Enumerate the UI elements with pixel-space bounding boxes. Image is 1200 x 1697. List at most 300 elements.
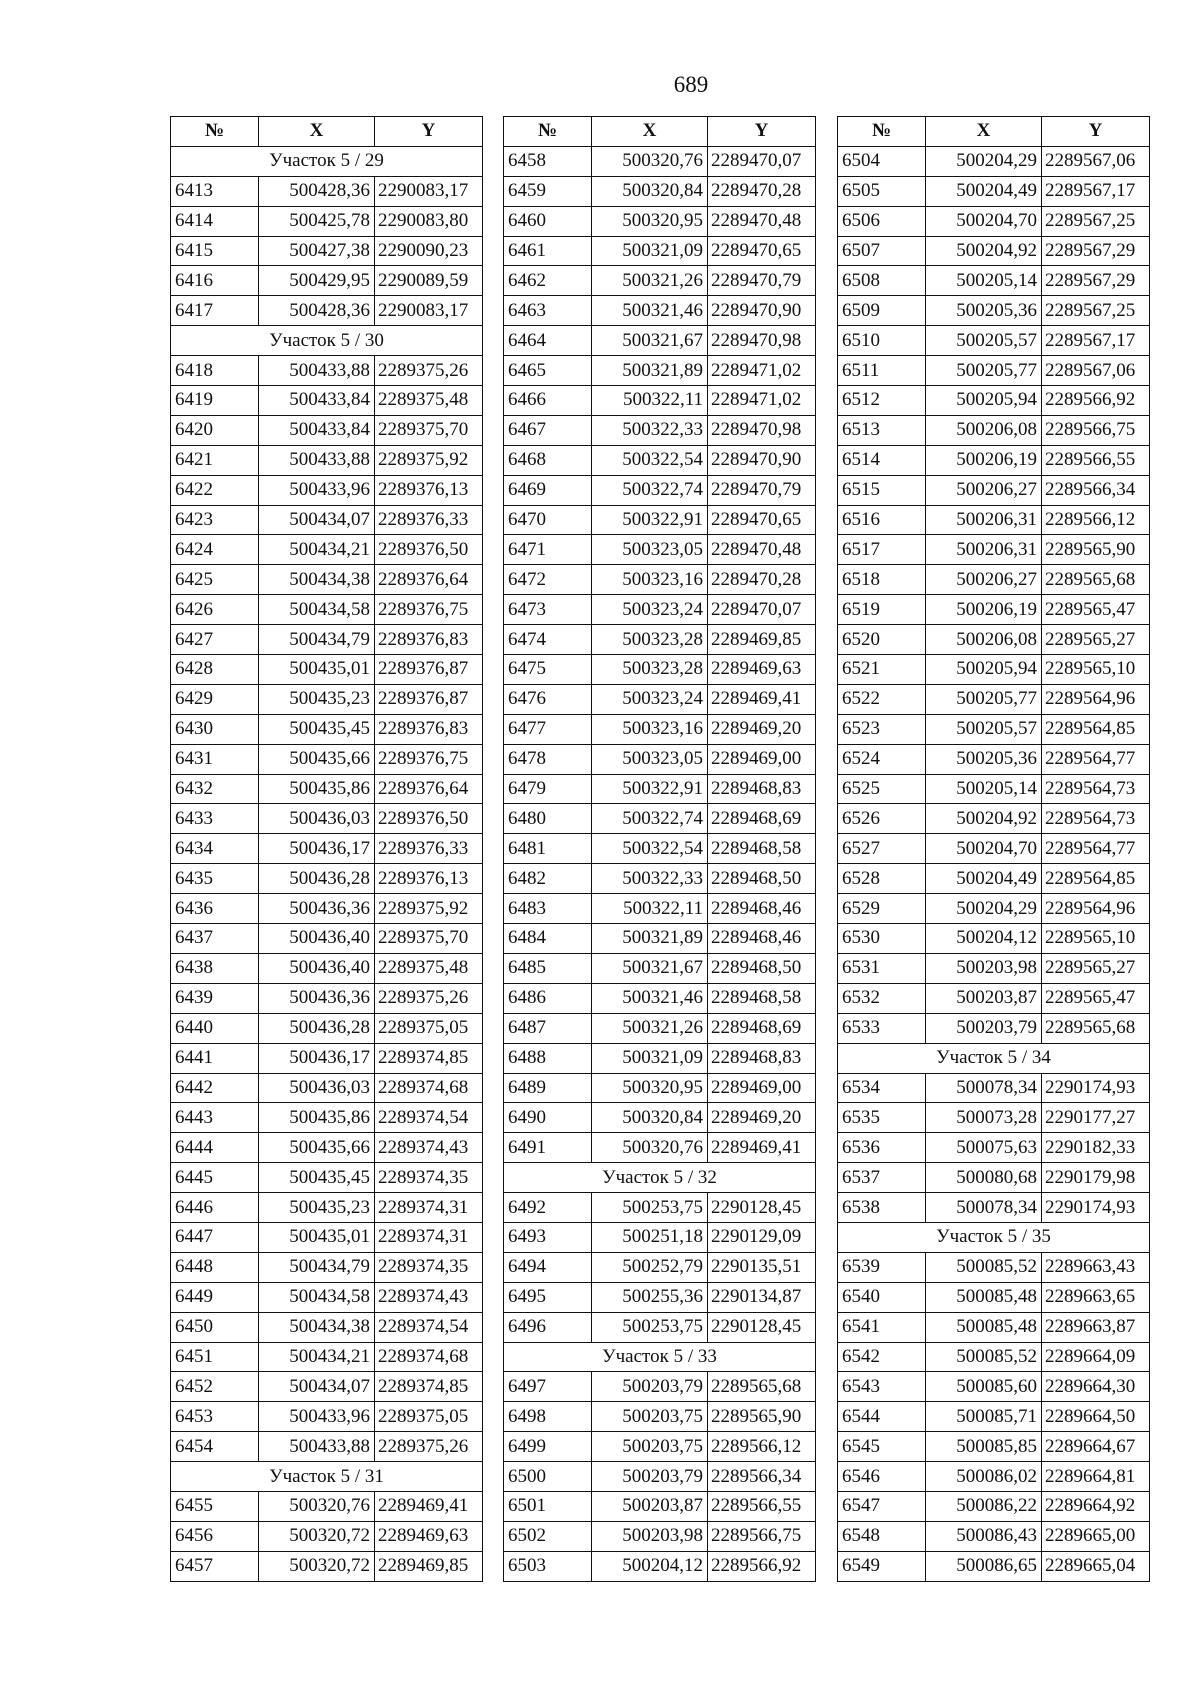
y-coordinate: 2289470,48 xyxy=(708,206,816,236)
point-number: 6533 xyxy=(838,1013,926,1043)
table-row xyxy=(838,1462,1150,1492)
table-row xyxy=(171,1282,483,1312)
table-row xyxy=(838,1491,1150,1521)
x-coordinate: 500434,21 xyxy=(259,535,375,565)
y-coordinate: 2289376,83 xyxy=(375,714,483,744)
table-row xyxy=(171,415,483,445)
x-coordinate: 500321,89 xyxy=(592,924,708,954)
point-number: 6471 xyxy=(504,535,592,565)
x-coordinate: 500321,09 xyxy=(592,236,708,266)
y-coordinate: 2289564,77 xyxy=(1042,744,1150,774)
point-number: 6538 xyxy=(838,1193,926,1223)
y-coordinate: 2289376,13 xyxy=(375,864,483,894)
x-coordinate: 500253,75 xyxy=(592,1312,708,1342)
x-coordinate: 500204,29 xyxy=(926,894,1042,924)
point-number: 6469 xyxy=(504,475,592,505)
table-row xyxy=(838,894,1150,924)
point-number: 6530 xyxy=(838,924,926,954)
y-coordinate: 2289374,43 xyxy=(375,1133,483,1163)
table-row xyxy=(504,1491,816,1521)
point-number: 6418 xyxy=(171,356,259,386)
y-coordinate: 2289375,26 xyxy=(375,1432,483,1462)
table-row xyxy=(171,684,483,714)
x-coordinate: 500323,05 xyxy=(592,535,708,565)
y-coordinate: 2289566,92 xyxy=(1042,386,1150,416)
point-number: 6454 xyxy=(171,1432,259,1462)
table-row xyxy=(504,655,816,685)
y-coordinate: 2289376,87 xyxy=(375,684,483,714)
x-coordinate: 500434,07 xyxy=(259,1372,375,1402)
y-coordinate: 2289375,92 xyxy=(375,894,483,924)
point-number: 6445 xyxy=(171,1163,259,1193)
y-coordinate: 2289469,41 xyxy=(708,1133,816,1163)
y-coordinate: 2290083,17 xyxy=(375,296,483,326)
table-row xyxy=(504,1193,816,1223)
table-row xyxy=(504,356,816,386)
x-coordinate: 500436,17 xyxy=(259,834,375,864)
table-row xyxy=(504,326,816,356)
table-row xyxy=(504,296,816,326)
y-coordinate: 2289470,98 xyxy=(708,415,816,445)
point-number: 6504 xyxy=(838,146,926,176)
point-number: 6451 xyxy=(171,1342,259,1372)
point-number: 6450 xyxy=(171,1312,259,1342)
point-number: 6516 xyxy=(838,505,926,535)
y-coordinate: 2289468,58 xyxy=(708,834,816,864)
x-coordinate: 500204,49 xyxy=(926,176,1042,206)
x-coordinate: 500321,46 xyxy=(592,296,708,326)
point-number: 6460 xyxy=(504,206,592,236)
x-coordinate: 500203,98 xyxy=(592,1521,708,1551)
point-number: 6546 xyxy=(838,1462,926,1492)
x-coordinate: 500205,14 xyxy=(926,774,1042,804)
table-row xyxy=(504,1013,816,1043)
x-coordinate: 500323,28 xyxy=(592,625,708,655)
header-num: № xyxy=(504,117,592,147)
table-row xyxy=(171,983,483,1013)
y-coordinate: 2289376,64 xyxy=(375,565,483,595)
point-number: 6486 xyxy=(504,983,592,1013)
table-row xyxy=(838,1402,1150,1432)
y-coordinate: 2289470,07 xyxy=(708,595,816,625)
x-coordinate: 500206,31 xyxy=(926,505,1042,535)
x-coordinate: 500435,01 xyxy=(259,655,375,685)
point-number: 6539 xyxy=(838,1252,926,1282)
x-coordinate: 500205,77 xyxy=(926,356,1042,386)
point-number: 6515 xyxy=(838,475,926,505)
x-coordinate: 500434,38 xyxy=(259,565,375,595)
y-coordinate: 2289664,30 xyxy=(1042,1372,1150,1402)
y-coordinate: 2289564,85 xyxy=(1042,714,1150,744)
y-coordinate: 2290089,59 xyxy=(375,266,483,296)
y-coordinate: 2289470,79 xyxy=(708,266,816,296)
table-row xyxy=(504,953,816,983)
point-number: 6494 xyxy=(504,1252,592,1282)
table-row xyxy=(171,1013,483,1043)
point-number: 6452 xyxy=(171,1372,259,1402)
x-coordinate: 500075,63 xyxy=(926,1133,1042,1163)
x-coordinate: 500320,84 xyxy=(592,176,708,206)
point-number: 6524 xyxy=(838,744,926,774)
y-coordinate: 2289565,68 xyxy=(708,1372,816,1402)
x-coordinate: 500205,57 xyxy=(926,326,1042,356)
x-coordinate: 500435,01 xyxy=(259,1222,375,1252)
section-title: Участок 5 / 30 xyxy=(171,326,483,356)
point-number: 6456 xyxy=(171,1521,259,1551)
table-row xyxy=(838,924,1150,954)
point-number: 6548 xyxy=(838,1521,926,1551)
table-row xyxy=(838,1252,1150,1282)
y-coordinate: 2289470,90 xyxy=(708,296,816,326)
point-number: 6429 xyxy=(171,684,259,714)
table-row xyxy=(838,535,1150,565)
table-row xyxy=(504,1043,816,1073)
x-coordinate: 500085,60 xyxy=(926,1372,1042,1402)
x-coordinate: 500323,28 xyxy=(592,655,708,685)
table-row xyxy=(838,1163,1150,1193)
y-coordinate: 2289376,83 xyxy=(375,625,483,655)
y-coordinate: 2289565,47 xyxy=(1042,983,1150,1013)
point-number: 6522 xyxy=(838,684,926,714)
table-row xyxy=(171,1432,483,1462)
x-coordinate: 500206,27 xyxy=(926,475,1042,505)
x-coordinate: 500323,16 xyxy=(592,714,708,744)
point-number: 6545 xyxy=(838,1432,926,1462)
point-number: 6424 xyxy=(171,535,259,565)
x-coordinate: 500204,12 xyxy=(592,1551,708,1581)
table-row xyxy=(504,206,816,236)
coordinates-table-2 xyxy=(503,116,816,1582)
y-coordinate: 2289565,90 xyxy=(708,1402,816,1432)
y-coordinate: 2289376,75 xyxy=(375,744,483,774)
table-row xyxy=(838,1551,1150,1581)
table-row xyxy=(171,924,483,954)
x-coordinate: 500323,24 xyxy=(592,684,708,714)
x-coordinate: 500320,76 xyxy=(259,1491,375,1521)
x-coordinate: 500323,16 xyxy=(592,565,708,595)
point-number: 6503 xyxy=(504,1551,592,1581)
x-coordinate: 500433,88 xyxy=(259,356,375,386)
point-number: 6495 xyxy=(504,1282,592,1312)
x-coordinate: 500428,36 xyxy=(259,176,375,206)
table-row xyxy=(171,565,483,595)
x-coordinate: 500204,92 xyxy=(926,804,1042,834)
table-row xyxy=(838,834,1150,864)
point-number: 6458 xyxy=(504,146,592,176)
y-coordinate: 2289470,65 xyxy=(708,505,816,535)
y-coordinate: 2289469,20 xyxy=(708,1103,816,1133)
table-row xyxy=(171,655,483,685)
x-coordinate: 500203,98 xyxy=(926,953,1042,983)
y-coordinate: 2289470,28 xyxy=(708,565,816,595)
y-coordinate: 2289567,17 xyxy=(1042,176,1150,206)
table-row xyxy=(171,864,483,894)
x-coordinate: 500322,54 xyxy=(592,834,708,864)
table-row xyxy=(171,356,483,386)
point-number: 6502 xyxy=(504,1521,592,1551)
table-row xyxy=(171,595,483,625)
point-number: 6420 xyxy=(171,415,259,445)
table-row xyxy=(838,415,1150,445)
point-number: 6468 xyxy=(504,445,592,475)
x-coordinate: 500085,71 xyxy=(926,1402,1042,1432)
point-number: 6430 xyxy=(171,714,259,744)
y-coordinate: 2290090,23 xyxy=(375,236,483,266)
y-coordinate: 2289469,00 xyxy=(708,744,816,774)
x-coordinate: 500436,03 xyxy=(259,804,375,834)
table-row xyxy=(504,445,816,475)
y-coordinate: 2289468,50 xyxy=(708,864,816,894)
header-row xyxy=(838,117,1150,147)
point-number: 6415 xyxy=(171,236,259,266)
x-coordinate: 500321,67 xyxy=(592,953,708,983)
x-coordinate: 500205,57 xyxy=(926,714,1042,744)
header-y: Y xyxy=(375,117,483,147)
y-coordinate: 2289566,12 xyxy=(708,1432,816,1462)
x-coordinate: 500252,79 xyxy=(592,1252,708,1282)
table-row xyxy=(171,894,483,924)
table-row xyxy=(171,206,483,236)
y-coordinate: 2289664,92 xyxy=(1042,1491,1150,1521)
section-row xyxy=(504,1163,816,1193)
x-coordinate: 500321,26 xyxy=(592,1013,708,1043)
point-number: 6496 xyxy=(504,1312,592,1342)
table-row xyxy=(171,714,483,744)
y-coordinate: 2289469,20 xyxy=(708,714,816,744)
y-coordinate: 2289565,90 xyxy=(1042,535,1150,565)
x-coordinate: 500321,26 xyxy=(592,266,708,296)
point-number: 6433 xyxy=(171,804,259,834)
x-coordinate: 500080,68 xyxy=(926,1163,1042,1193)
point-number: 6473 xyxy=(504,595,592,625)
y-coordinate: 2289665,00 xyxy=(1042,1521,1150,1551)
x-coordinate: 500436,40 xyxy=(259,924,375,954)
table-row xyxy=(171,804,483,834)
table-row xyxy=(504,804,816,834)
y-coordinate: 2289664,09 xyxy=(1042,1342,1150,1372)
y-coordinate: 2289375,92 xyxy=(375,445,483,475)
table-row xyxy=(171,176,483,206)
table-row xyxy=(838,1342,1150,1372)
point-number: 6487 xyxy=(504,1013,592,1043)
point-number: 6466 xyxy=(504,386,592,416)
table-row xyxy=(504,1432,816,1462)
x-coordinate: 500322,74 xyxy=(592,804,708,834)
point-number: 6507 xyxy=(838,236,926,266)
table-row xyxy=(171,505,483,535)
x-coordinate: 500204,92 xyxy=(926,236,1042,266)
x-coordinate: 500320,95 xyxy=(592,1073,708,1103)
point-number: 6511 xyxy=(838,356,926,386)
point-number: 6436 xyxy=(171,894,259,924)
point-number: 6500 xyxy=(504,1462,592,1492)
point-number: 6455 xyxy=(171,1491,259,1521)
y-coordinate: 2289468,46 xyxy=(708,894,816,924)
point-number: 6526 xyxy=(838,804,926,834)
y-coordinate: 2289470,90 xyxy=(708,445,816,475)
table-row xyxy=(504,894,816,924)
header-y: Y xyxy=(1042,117,1150,147)
point-number: 6505 xyxy=(838,176,926,206)
section-title: Участок 5 / 32 xyxy=(504,1163,816,1193)
y-coordinate: 2289469,85 xyxy=(708,625,816,655)
point-number: 6547 xyxy=(838,1491,926,1521)
point-number: 6528 xyxy=(838,864,926,894)
x-coordinate: 500204,29 xyxy=(926,146,1042,176)
point-number: 6426 xyxy=(171,595,259,625)
point-number: 6446 xyxy=(171,1193,259,1223)
table-row xyxy=(504,834,816,864)
point-number: 6431 xyxy=(171,744,259,774)
x-coordinate: 500323,24 xyxy=(592,595,708,625)
point-number: 6470 xyxy=(504,505,592,535)
point-number: 6459 xyxy=(504,176,592,206)
table-row xyxy=(504,744,816,774)
point-number: 6540 xyxy=(838,1282,926,1312)
table-row xyxy=(838,1312,1150,1342)
y-coordinate: 2289664,50 xyxy=(1042,1402,1150,1432)
table-row xyxy=(504,1222,816,1252)
y-coordinate: 2289375,26 xyxy=(375,356,483,386)
table-row xyxy=(171,834,483,864)
point-number: 6463 xyxy=(504,296,592,326)
point-number: 6485 xyxy=(504,953,592,983)
table-row xyxy=(504,1312,816,1342)
x-coordinate: 500433,96 xyxy=(259,475,375,505)
x-coordinate: 500436,36 xyxy=(259,894,375,924)
point-number: 6520 xyxy=(838,625,926,655)
table-row xyxy=(504,1402,816,1432)
y-coordinate: 2289374,85 xyxy=(375,1043,483,1073)
section-row xyxy=(171,1462,483,1492)
table-row xyxy=(504,1282,816,1312)
y-coordinate: 2289468,58 xyxy=(708,983,816,1013)
x-coordinate: 500322,11 xyxy=(592,894,708,924)
header-x: X xyxy=(926,117,1042,147)
table-row xyxy=(838,714,1150,744)
y-coordinate: 2289470,07 xyxy=(708,146,816,176)
table-row xyxy=(838,176,1150,206)
x-coordinate: 500251,18 xyxy=(592,1222,708,1252)
point-number: 6521 xyxy=(838,655,926,685)
y-coordinate: 2289468,69 xyxy=(708,1013,816,1043)
point-number: 6537 xyxy=(838,1163,926,1193)
table-row xyxy=(838,744,1150,774)
point-number: 6490 xyxy=(504,1103,592,1133)
x-coordinate: 500085,48 xyxy=(926,1312,1042,1342)
point-number: 6464 xyxy=(504,326,592,356)
point-number: 6477 xyxy=(504,714,592,744)
y-coordinate: 2289566,75 xyxy=(1042,415,1150,445)
x-coordinate: 500320,76 xyxy=(592,146,708,176)
section-row xyxy=(504,1342,816,1372)
point-number: 6549 xyxy=(838,1551,926,1581)
y-coordinate: 2289564,73 xyxy=(1042,804,1150,834)
point-number: 6517 xyxy=(838,535,926,565)
y-coordinate: 2289468,69 xyxy=(708,804,816,834)
point-number: 6513 xyxy=(838,415,926,445)
point-number: 6414 xyxy=(171,206,259,236)
x-coordinate: 500086,43 xyxy=(926,1521,1042,1551)
point-number: 6482 xyxy=(504,864,592,894)
x-coordinate: 500204,70 xyxy=(926,206,1042,236)
x-coordinate: 500203,75 xyxy=(592,1402,708,1432)
point-number: 6437 xyxy=(171,924,259,954)
coordinates-table-1 xyxy=(170,116,483,1582)
point-number: 6475 xyxy=(504,655,592,685)
x-coordinate: 500436,03 xyxy=(259,1073,375,1103)
point-number: 6462 xyxy=(504,266,592,296)
point-number: 6416 xyxy=(171,266,259,296)
point-number: 6480 xyxy=(504,804,592,834)
point-number: 6483 xyxy=(504,894,592,924)
section-title: Участок 5 / 29 xyxy=(171,146,483,176)
x-coordinate: 500205,94 xyxy=(926,655,1042,685)
point-number: 6501 xyxy=(504,1491,592,1521)
x-coordinate: 500206,08 xyxy=(926,625,1042,655)
table-row xyxy=(504,1133,816,1163)
table-row xyxy=(171,744,483,774)
y-coordinate: 2289468,46 xyxy=(708,924,816,954)
section-title: Участок 5 / 31 xyxy=(171,1462,483,1492)
table-row xyxy=(171,1073,483,1103)
y-coordinate: 2289565,27 xyxy=(1042,625,1150,655)
section-row xyxy=(838,1043,1150,1073)
table-row xyxy=(504,505,816,535)
point-number: 6541 xyxy=(838,1312,926,1342)
table-row xyxy=(171,1043,483,1073)
point-number: 6440 xyxy=(171,1013,259,1043)
table-row xyxy=(504,176,816,206)
point-number: 6457 xyxy=(171,1551,259,1581)
point-number: 6527 xyxy=(838,834,926,864)
point-number: 6453 xyxy=(171,1402,259,1432)
table-row xyxy=(504,983,816,1013)
x-coordinate: 500433,88 xyxy=(259,1432,375,1462)
y-coordinate: 2289468,83 xyxy=(708,774,816,804)
point-number: 6534 xyxy=(838,1073,926,1103)
x-coordinate: 500206,31 xyxy=(926,535,1042,565)
y-coordinate: 2289375,70 xyxy=(375,924,483,954)
table-row xyxy=(504,714,816,744)
x-coordinate: 500085,48 xyxy=(926,1282,1042,1312)
x-coordinate: 500253,75 xyxy=(592,1193,708,1223)
y-coordinate: 2289470,65 xyxy=(708,236,816,266)
y-coordinate: 2289374,85 xyxy=(375,1372,483,1402)
y-coordinate: 2289664,67 xyxy=(1042,1432,1150,1462)
y-coordinate: 2289468,83 xyxy=(708,1043,816,1073)
x-coordinate: 500085,52 xyxy=(926,1342,1042,1372)
point-number: 6543 xyxy=(838,1372,926,1402)
x-coordinate: 500078,34 xyxy=(926,1193,1042,1223)
table-row xyxy=(838,266,1150,296)
x-coordinate: 500322,91 xyxy=(592,774,708,804)
table-row xyxy=(504,684,816,714)
x-coordinate: 500321,89 xyxy=(592,356,708,386)
y-coordinate: 2289376,50 xyxy=(375,804,483,834)
y-coordinate: 2289564,73 xyxy=(1042,774,1150,804)
table-row xyxy=(838,1372,1150,1402)
table-row xyxy=(838,655,1150,685)
x-coordinate: 500205,94 xyxy=(926,386,1042,416)
x-coordinate: 500321,67 xyxy=(592,326,708,356)
x-coordinate: 500205,14 xyxy=(926,266,1042,296)
x-coordinate: 500434,21 xyxy=(259,1342,375,1372)
table-row xyxy=(171,236,483,266)
coordinates-table-3 xyxy=(837,116,1150,1582)
section-row xyxy=(838,1222,1150,1252)
table-row xyxy=(838,445,1150,475)
